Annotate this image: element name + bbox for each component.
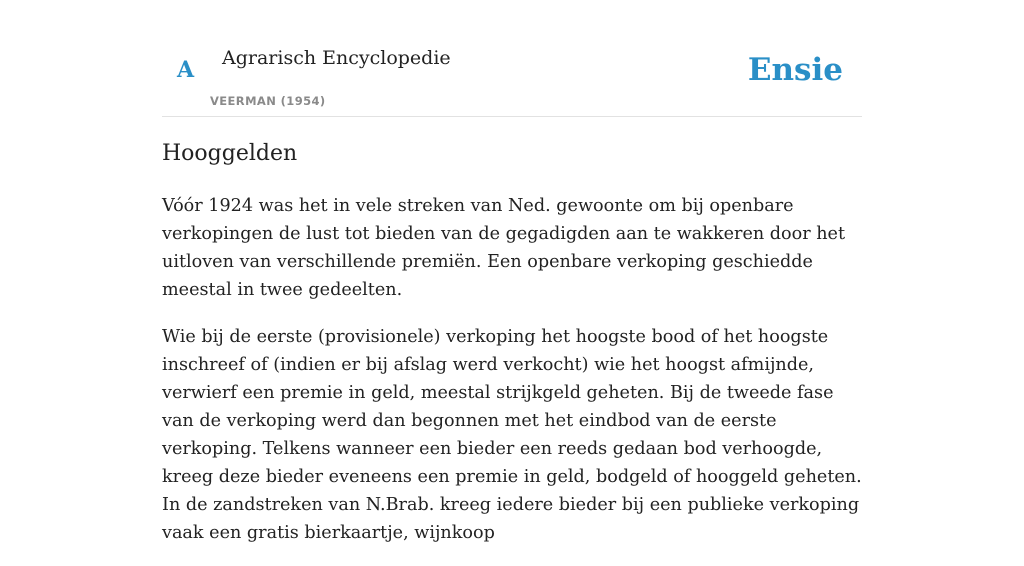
article-title: Hooggelden xyxy=(162,141,298,166)
encyclopedia-title-link[interactable]: Agrarisch Encyclopedie xyxy=(222,47,451,69)
encyclopedia-letter-logo[interactable]: A xyxy=(177,57,195,83)
encyclopedia-author-year: VEERMAN (1954) xyxy=(210,94,326,108)
ensie-brand-logo[interactable]: Ensie xyxy=(747,52,843,88)
article-paragraph: Vóór 1924 was het in vele streken van Ned. gewoonte om bij openbare verkopingen de lust tot bieden van de gegadigden aan te wakkeren door het uitloven van verschillende premiën. Een openbare verkoping geschiedde meestal in twee gedeelten. xyxy=(162,196,846,300)
article-paragraph: Wie bij de eerste (provisionele) verkoping het hoogste bood of het hoogste inschreef of (indien er bij afslag werd verkocht) wie het hoogst afmijnde, verwierf een premie in geld, meestal strijkgeld geheten. Bij de tweede fase van de verkoping werd dan begonnen met het eindbod van de eerste verkoping. Telkens wanneer een bieder een reeds gedaan bod verhoogde, kreeg deze bieder eveneens een premie in geld, bodgeld of hooggeld geheten. In de zandstreken van N.Brab. kreeg iedere bieder bij een publieke verkoping vaak een gratis bierkaartje, wijnkoop xyxy=(162,327,862,543)
article-body xyxy=(162,192,864,566)
header xyxy=(162,0,862,117)
